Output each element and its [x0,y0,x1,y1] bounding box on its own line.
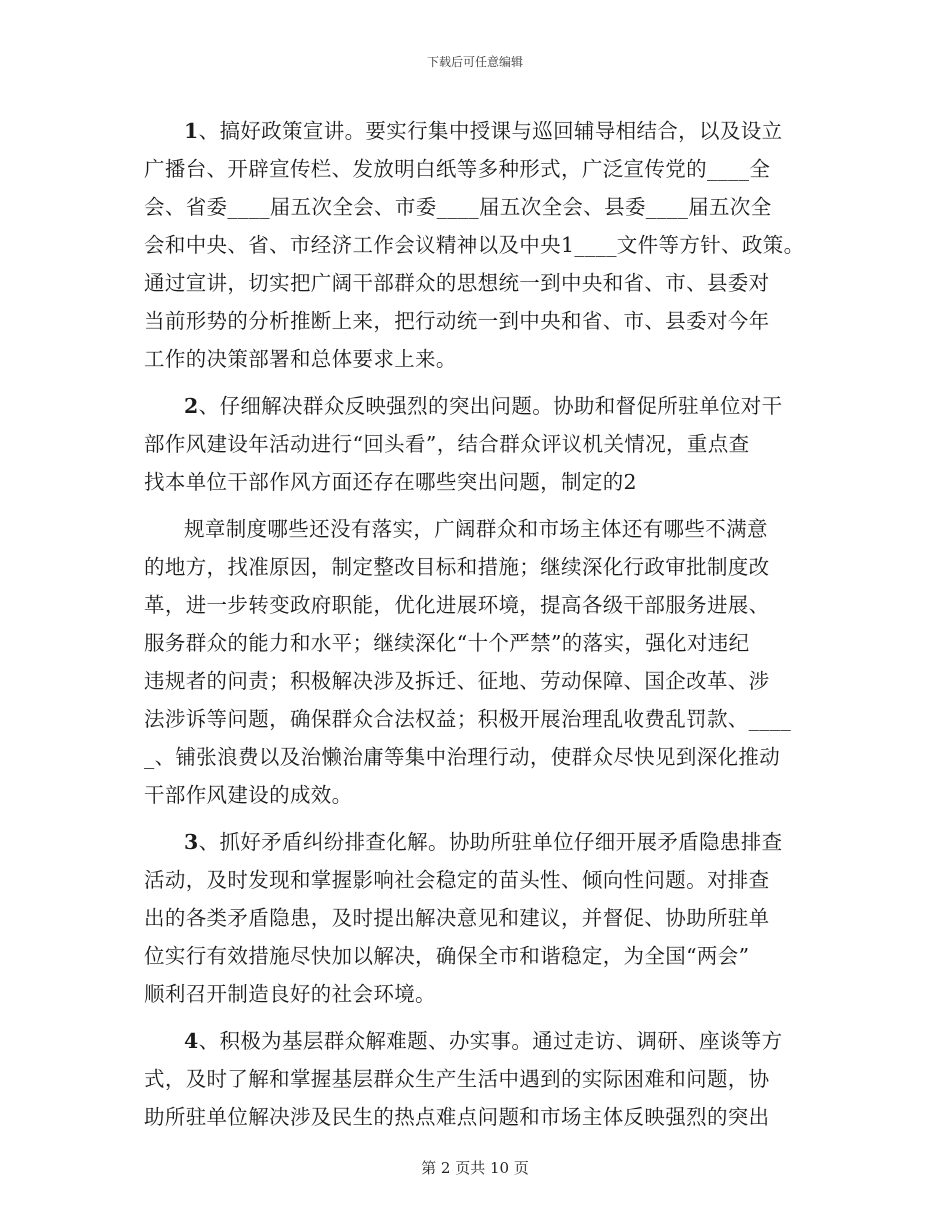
text-line: 2、仔细解决群众反映强烈的突出问题。协助和督促所驻单位对干 [184,394,783,418]
page-footer: 第 2 页共 10 页 [421,1159,529,1177]
text-line: 部作风建设年活动进行“回头看”，结合群众评议机关情况，重点查 [144,432,750,456]
text-line: 4、积极为基层群众解难题、办实事。通过走访、调研、座谈等方 [184,1029,783,1053]
text-line: 1、搞好政策宣讲。要实行集中授课与巡回辅导相结合，以及设立 [184,119,783,143]
paragraph-1 [144,112,814,378]
text-line: 规章制度哪些还没有落实，广阔群众和市场主体还有哪些不满意 [184,517,768,541]
text-line: 通过宣讲，切实把广阔干部群众的思想统一到中央和省、市、县委对 [144,271,770,295]
text-line: 活动，及时发现和掌握影响社会稳定的苗头性、倾向性问题。对排查 [144,868,770,892]
paragraph-continuation [144,510,814,814]
text-line: 违规者的问责；积极解决涉及拆迁、征地、劳动保障、国企改革、涉 [144,669,770,693]
text-line: 式，及时了解和掌握基层群众生产生活中遇到的实际困难和问题，协 [144,1067,770,1091]
document-body [144,112,814,1136]
text-line: 广播台、开辟宣传栏、发放明白纸等多种形式，广泛宣传党的____全 [144,157,771,181]
section-number: 2 [184,394,199,418]
section-number: 3 [184,830,199,854]
text-line: 3、抓好矛盾纠纷排查化解。协助所驻单位仔细开展矛盾隐患排查 [184,830,783,854]
text-line: 找本单位干部作风方面还存在哪些突出问题，制定的2 [144,470,637,494]
text-line: _、铺张浪费以及治懒治庸等集中治理行动，使群众尽快见到深化推动 [144,745,781,769]
text-line: 位实行有效措施尽快加以解决，确保全市和谐稳定，为全国“两会” [144,944,750,968]
text-line: 法涉诉等问题，确保群众合法权益；积极开展治理乱收费乱罚款、____ [144,707,792,731]
text-line: 当前形势的分析推断上来，把行动统一到中央和省、市、县委对今年 [144,309,770,333]
text-line: 服务群众的能力和水平；继续深化“十个严禁”的落实，强化对违纪 [144,631,750,655]
paragraph-4 [144,1022,814,1136]
text-line: 工作的决策部署和总体要求上来。 [144,347,457,371]
paragraph-3 [144,823,814,1013]
section-number: 4 [184,1029,199,1053]
text-line: 出的各类矛盾隐患，及时提出解决意见和建议，并督促、协助所驻单 [144,906,770,930]
text-line: 革，进一步转变政府职能，优化进展环境，提高各级干部服务进展、 [144,593,770,617]
text-line: 会和中央、省、市经济工作会议精神以及中央1____文件等方针、政策。 [144,233,805,257]
text-line: 的地方，找准原因，制定整改目标和措施；继续深化行政审批制度改 [144,555,770,579]
page-header: 下载后可任意编辑 [426,55,523,69]
text-line: 助所驻单位解决涉及民生的热点难点问题和市场主体反映强烈的突出 [144,1105,770,1129]
text-line: 干部作风建设的成效。 [144,783,353,807]
paragraph-2 [144,387,814,501]
text-line: 顺利召开制造良好的社会环境。 [144,982,436,1006]
text-line: 会、省委____届五次全会、市委____届五次全会、县委____届五次全 [144,195,772,219]
section-number: 1 [184,119,199,143]
